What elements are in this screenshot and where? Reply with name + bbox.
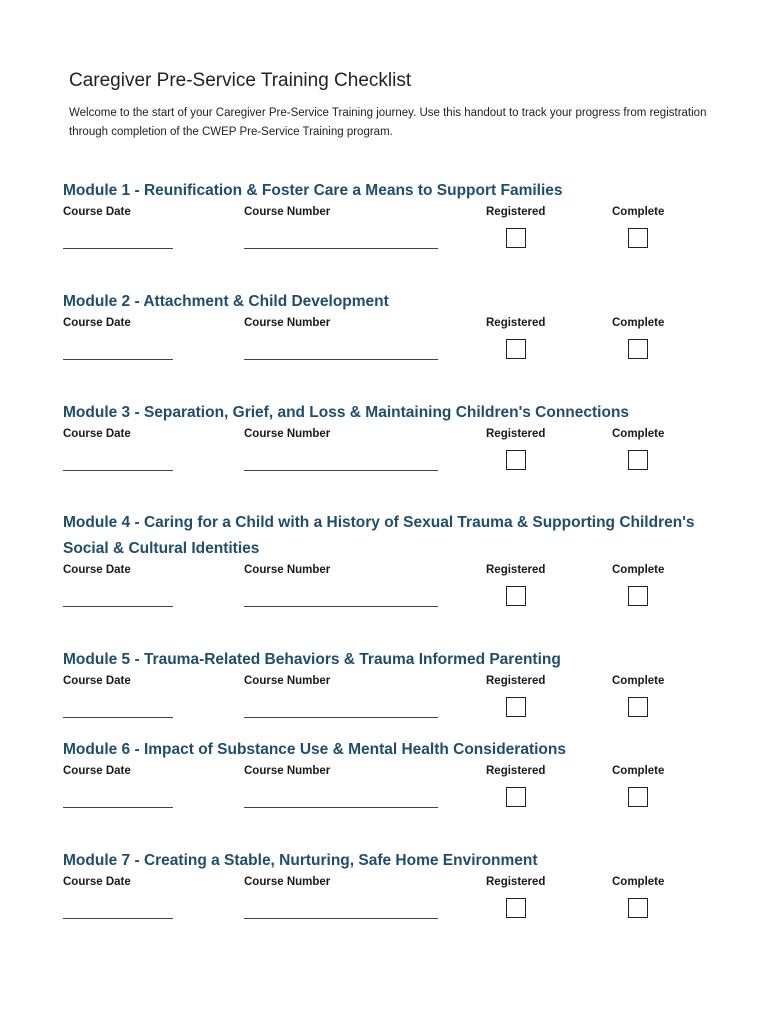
registered-checkbox[interactable]: [506, 787, 526, 807]
module-title: Module 2 - Attachment & Child Development: [63, 293, 389, 310]
registered-label: Registered: [486, 317, 546, 329]
course-date-label: Course Date: [63, 564, 131, 576]
course-date-label: Course Date: [63, 675, 131, 687]
column-header-row: [63, 675, 743, 695]
course-date-label: Course Date: [63, 428, 131, 440]
course-number-field[interactable]: [244, 359, 438, 360]
registered-label: Registered: [486, 765, 546, 777]
column-header-row: [63, 564, 743, 584]
complete-checkbox[interactable]: [628, 450, 648, 470]
module-section: [63, 737, 743, 819]
course-number-field[interactable]: [244, 606, 438, 607]
registered-checkbox[interactable]: [506, 586, 526, 606]
course-number-field[interactable]: [244, 918, 438, 919]
registered-label: Registered: [486, 564, 546, 576]
course-date-label: Course Date: [63, 206, 131, 218]
module-title: Module 3 - Separation, Grief, and Loss & Maintaining Children's Connections: [63, 404, 630, 421]
complete-label: Complete: [612, 317, 665, 329]
course-date-field[interactable]: [63, 359, 173, 360]
module-section: [63, 510, 743, 618]
course-number-label: Course Number: [244, 765, 331, 777]
course-number-label: Course Number: [244, 428, 331, 440]
course-number-label: Course Number: [244, 206, 331, 218]
registered-label: Registered: [486, 428, 546, 440]
course-date-label: Course Date: [63, 876, 131, 888]
course-date-field[interactable]: [63, 807, 173, 808]
complete-checkbox[interactable]: [628, 787, 648, 807]
field-row: [63, 896, 743, 930]
field-row: [63, 448, 743, 482]
course-number-label: Course Number: [244, 317, 331, 329]
module-section: [63, 647, 743, 729]
module-section: [63, 848, 743, 930]
field-row: [63, 226, 743, 260]
module-title: Module 5 - Trauma-Related Behaviors & Trauma Informed Parenting: [63, 651, 561, 668]
complete-checkbox[interactable]: [628, 339, 648, 359]
page-title: Caregiver Pre-Service Training Checklist: [69, 70, 412, 91]
course-number-field[interactable]: [244, 248, 438, 249]
column-header-row: [63, 206, 743, 226]
course-number-field[interactable]: [244, 807, 438, 808]
module-title: Module 6 - Impact of Substance Use & Mental Health Considerations: [63, 741, 566, 758]
registered-checkbox[interactable]: [506, 228, 526, 248]
registered-label: Registered: [486, 675, 546, 687]
course-date-field[interactable]: [63, 248, 173, 249]
course-number-label: Course Number: [244, 675, 331, 687]
registered-label: Registered: [486, 206, 546, 218]
module-section: [63, 289, 743, 371]
course-number-label: Course Number: [244, 564, 331, 576]
registered-label: Registered: [486, 876, 546, 888]
complete-label: Complete: [612, 765, 665, 777]
module-title: Module 4 - Caring for a Child with a History of Sexual Trauma & Supporting Children's Social & Cultural Identities: [63, 514, 695, 557]
course-date-field[interactable]: [63, 918, 173, 919]
complete-label: Complete: [612, 206, 665, 218]
column-header-row: [63, 317, 743, 337]
course-number-field[interactable]: [244, 470, 438, 471]
course-number-label: Course Number: [244, 876, 331, 888]
column-header-row: [63, 765, 743, 785]
course-date-field[interactable]: [63, 606, 173, 607]
field-row: [63, 695, 743, 729]
course-number-field[interactable]: [244, 717, 438, 718]
registered-checkbox[interactable]: [506, 697, 526, 717]
complete-label: Complete: [612, 428, 665, 440]
course-date-field[interactable]: [63, 470, 173, 471]
module-section: [63, 178, 743, 260]
column-header-row: [63, 428, 743, 448]
registered-checkbox[interactable]: [506, 339, 526, 359]
field-row: [63, 337, 743, 371]
complete-label: Complete: [612, 675, 665, 687]
complete-label: Complete: [612, 564, 665, 576]
course-date-label: Course Date: [63, 317, 131, 329]
field-row: [63, 785, 743, 819]
complete-checkbox[interactable]: [628, 228, 648, 248]
intro-text: Welcome to the start of your Caregiver Pre-Service Training journey. Use this handout to track your progress from registration through completion of the CWEP Pre-Service Training program.: [69, 107, 707, 138]
course-date-label: Course Date: [63, 765, 131, 777]
complete-label: Complete: [612, 876, 665, 888]
module-title: Module 7 - Creating a Stable, Nurturing, Safe Home Environment: [63, 852, 538, 869]
module-title: Module 1 - Reunification & Foster Care a Means to Support Families: [63, 182, 563, 199]
complete-checkbox[interactable]: [628, 586, 648, 606]
column-header-row: [63, 876, 743, 896]
complete-checkbox[interactable]: [628, 697, 648, 717]
registered-checkbox[interactable]: [506, 450, 526, 470]
course-date-field[interactable]: [63, 717, 173, 718]
module-section: [63, 400, 743, 482]
field-row: [63, 584, 743, 618]
complete-checkbox[interactable]: [628, 898, 648, 918]
registered-checkbox[interactable]: [506, 898, 526, 918]
